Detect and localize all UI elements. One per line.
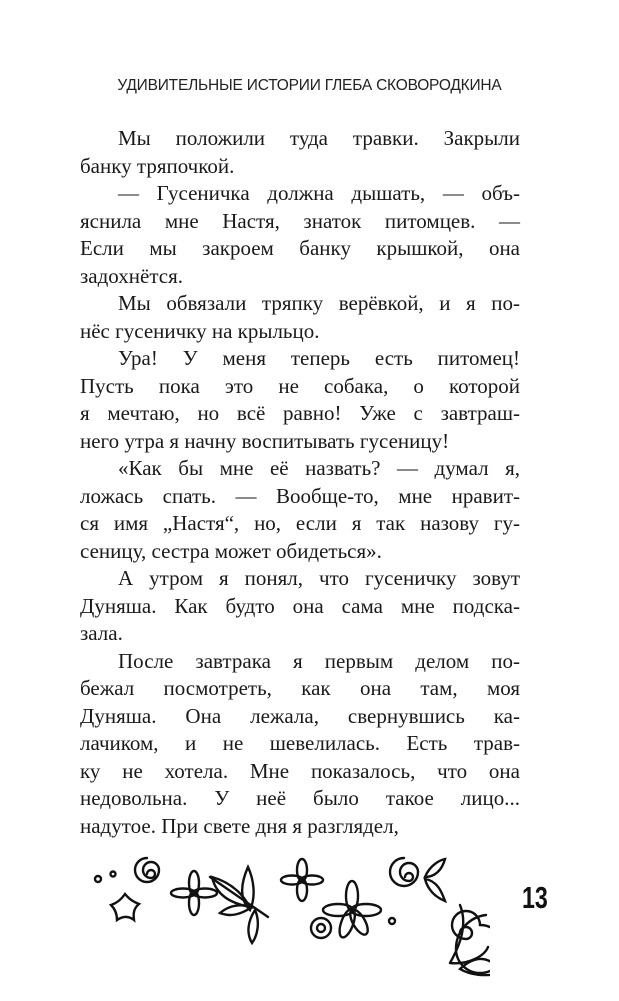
- text-line: недовольна. У неё было такое лицо...: [80, 786, 520, 810]
- text-line: Дуняша. Она лежала, свернувшись ка-: [80, 703, 520, 728]
- flower-icon: [111, 894, 139, 920]
- text-line: Мы положили туда травки. Закрыли: [118, 126, 520, 150]
- large-spiral-with-leaf-icon: [450, 905, 490, 975]
- text-line: лачиком, и не шевелилась. Есть трав-: [80, 731, 520, 755]
- dot-icon: [95, 876, 101, 882]
- text-line: «Как бы мне её назвать? — думал я,: [118, 456, 520, 480]
- text-line: ложась спать. — Вообще-то, мне нравит-: [80, 483, 520, 508]
- text-line: задохнётся.: [80, 263, 184, 288]
- text-line: банку тряпочкой.: [80, 153, 235, 178]
- circle-icon: [311, 918, 331, 938]
- text-line: Ура! У меня теперь есть питомец!: [118, 346, 520, 370]
- text-line: ся имя „Настя“, но, если я так назову гу-: [80, 511, 520, 535]
- text-line: Пусть пока это не собака, о которой: [80, 373, 520, 398]
- dot-icon: [389, 918, 395, 924]
- text-line: сеницу, сестра может обидеться».: [80, 538, 382, 563]
- text-line: я мечтаю, но всё равно! Уже с завтраш-: [80, 401, 520, 425]
- text-line: Если мы закроем банку крышкой, она: [80, 236, 520, 260]
- text-line: Дуняша. Как будто она сама мне подска-: [80, 593, 520, 618]
- text-line: Мы обвязали тряпку верёвкой, и я по-: [118, 291, 520, 315]
- text-line: надутое. При свете дня я разглядел,: [80, 813, 399, 838]
- running-header: УДИВИТЕЛЬНЫЕ ИСТОРИИ ГЛЕБА СКОВОРОДКИНА: [117, 77, 502, 94]
- spiral-with-leaves-icon: [390, 858, 445, 901]
- text-line: бежал посмотреть, как она там, моя: [80, 676, 520, 700]
- floral-ornament-icon: [90, 855, 490, 985]
- page-number: 13: [522, 880, 548, 915]
- text-line: нёс гусеничку на крыльцо.: [80, 318, 320, 343]
- text-line: зала.: [80, 621, 123, 645]
- text-line: А утром я понял, что гусеничку зовут: [118, 566, 520, 590]
- dot-icon: [111, 872, 116, 877]
- text-line: ку не хотела. Мне показалось, что она: [80, 758, 520, 783]
- text-line: После завтрака я первым делом по-: [118, 648, 520, 673]
- flower-icon: [281, 859, 323, 901]
- leaf-sprig-icon: [210, 867, 268, 943]
- text-line: — Гусеничка должна дышать, — объ-: [118, 181, 520, 205]
- spiral-icon: [135, 858, 159, 882]
- text-line: яснила мне Настя, знаток питомцев. —: [80, 208, 520, 233]
- body-text: [80, 125, 520, 840]
- text-line: него утра я начну воспитывать гусеницу!: [80, 428, 450, 453]
